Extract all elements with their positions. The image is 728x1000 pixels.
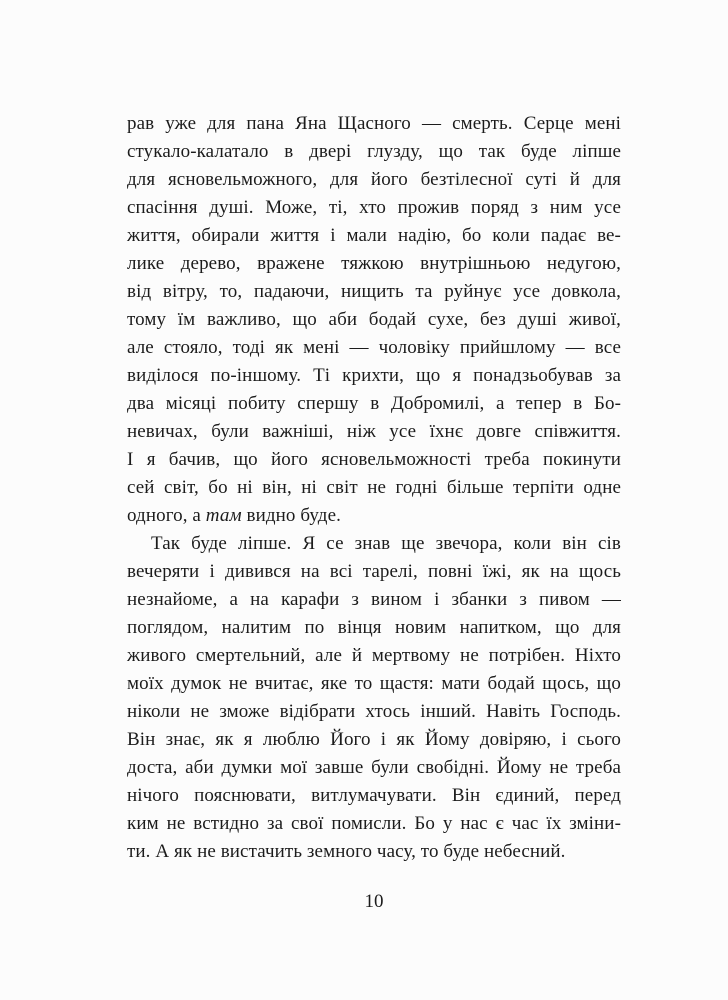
italic-word: там: [205, 505, 242, 526]
page-number: 10: [364, 891, 384, 912]
text-line: поглядом, налитим по вінця новим напитком, що для: [127, 617, 621, 638]
text-line: невичах, були важніші, ніж усе їхнє довге співжиття.: [127, 421, 621, 442]
text-line: але стояло, тоді як мені — чоловіку прийшлому — все: [127, 337, 621, 358]
text-line: спасіння душі. Може, ті, хто прожив поряд з ним усе: [127, 197, 621, 218]
text-line: життя, обирали життя і мали надію, бо коли падає ве-: [127, 225, 621, 246]
text-line: одного, а там видно буде.: [127, 505, 341, 526]
text-line: тому їм важливо, що аби бодай сухе, без душі живої,: [127, 309, 621, 330]
text-line: стукало-калатало в двері глузду, що так буде ліпше: [127, 141, 621, 162]
text-line: живого смертельний, але й мертвому не потрібен. Ніхто: [127, 645, 621, 666]
text-line: І я бачив, що його ясновельможності треба покинути: [127, 449, 621, 470]
text-line: рав уже для пана Яна Щасного — смерть. Серце мені: [127, 113, 621, 134]
text-line: сей світ, бо ні він, ні світ не годні більше терпіти одне: [127, 477, 621, 498]
text-line: Так буде ліпше. Я се знав ще звечора, коли він сів: [151, 533, 621, 554]
text-line: Він знає, як я люблю Його і як Йому довіряю, і сього: [127, 729, 621, 750]
text-line: ніколи не зможе відібрати хтось інший. Навіть Господь.: [127, 701, 621, 722]
text-line: від вітру, то, падаючи, нищить та руйнує усе довкола,: [127, 281, 621, 302]
text-line: ким не встидно за свої помисли. Бо у нас є час їх зміни-: [127, 813, 621, 834]
text-line: для ясновельможного, для його безтілесної суті й для: [127, 169, 621, 190]
text-line: моїх думок не вчитає, яке то щастя: мати бодай щось, що: [127, 673, 621, 694]
text-line: лике дерево, вражене тяжкою внутрішньою недугою,: [127, 253, 621, 274]
text-line: незнайоме, а на карафи з вином і збанки з пивом —: [127, 589, 621, 610]
text-line: нічого пояснювати, витлумачувати. Він єдиний, перед: [127, 785, 621, 806]
text-line: доста, аби думки мої завше були свобідні. Йому не треба: [127, 757, 621, 778]
text-line: виділося по-іншому. Ті крихти, що я понадзьобував за: [127, 365, 621, 386]
text-line: ти. А як не вистачить земного часу, то буде небесний.: [127, 841, 566, 862]
text-line: вечеряти і дивився на всі тарелі, повні їжі, як на щось: [127, 561, 621, 582]
text-line: два місяці побиту спершу в Добромилі, а тепер в Бо-: [127, 393, 621, 414]
page-text-block: [127, 110, 621, 866]
